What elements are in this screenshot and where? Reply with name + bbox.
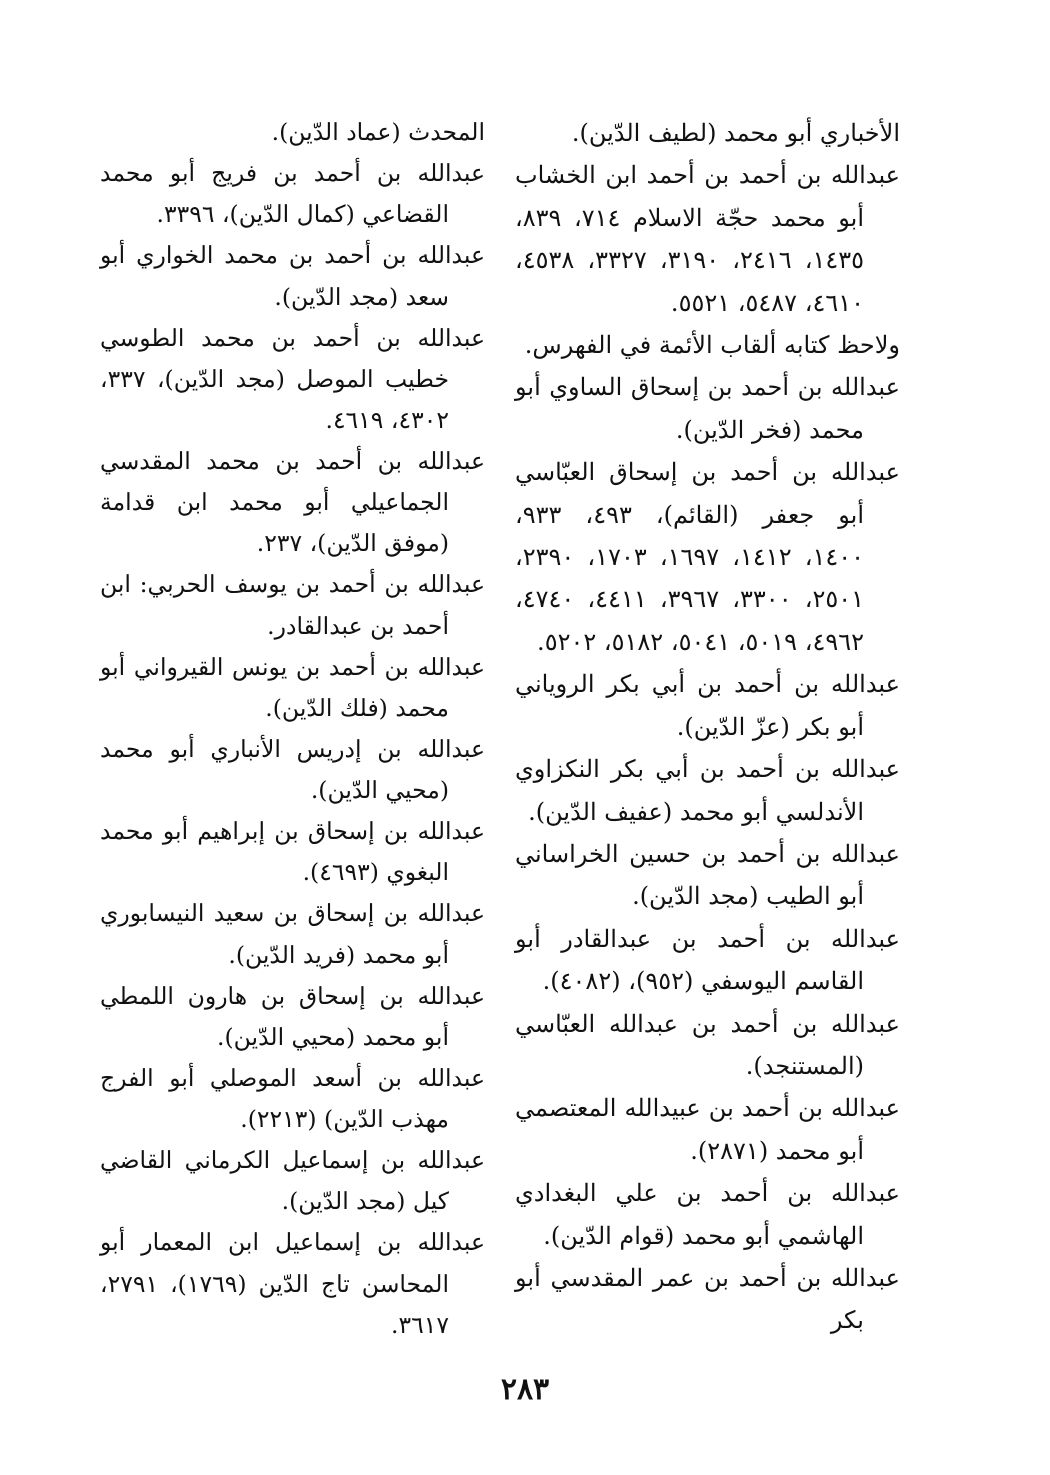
index-entry: عبدالله بن أحمد بن عبيدالله المعتصمي أبو محمد (٢٨٧١). — [515, 1094, 900, 1165]
index-entry: عبدالله بن أحمد بن عمر المقدسي أبو بكر — [515, 1263, 900, 1335]
index-entry: عبدالله بن أحمد بن محمد الخواري أبو سعد (مجد الدّين). — [100, 241, 485, 311]
index-entry: عبدالله بن إسحاق بن سعيد النيسابوري أبو محمد (فريد الدّين). — [100, 899, 485, 969]
index-entry: عبدالله بن أحمد بن إسحاق الساوي أبو محمد (فخر الدّين). — [515, 373, 900, 444]
index-entry: عبدالله بن أحمد بن فريج أبو محمد القضاعي (كمال الدّين)، ٣٣٩٦. — [100, 159, 485, 229]
index-entry: عبدالله بن أحمد بن يونس القيرواني أبو محمد (فلك الدّين). — [100, 652, 485, 722]
index-entry: عبدالله بن إسماعيل الكرماني القاضي كيل (مجد الدّين). — [100, 1146, 485, 1216]
index-entry: عبدالله بن أحمد بن يوسف الحربي: ابن أحمد بن عبدالقادر. — [100, 570, 485, 640]
index-entry: عبدالله بن أسعد الموصلي أبو الفرج مهذب الدّين) (٢٢١٣). — [100, 1063, 485, 1133]
index-entry: عبدالله بن أحمد بن أبي بكر النكزاوي الأندلسي أبو محمد (عفيف الدّين). — [515, 755, 900, 826]
index-entry: عبدالله بن إسحاق بن إبراهيم أبو محمد البغوي (٤٦٩٣). — [100, 817, 485, 887]
index-entry: ولاحظ كتابه ألقاب الأئمة في الفهرس. — [524, 331, 900, 360]
page-number: ٢٨٣ — [500, 1372, 550, 1407]
right-column — [515, 112, 900, 1342]
index-entry: عبدالله بن إسحاق بن هارون اللمطي أبو محمد (محيي الدّين). — [100, 981, 485, 1051]
index-entry: المحدث (عماد الدّين). — [271, 118, 485, 146]
left-column — [100, 112, 485, 1346]
index-entry: عبدالله بن أحمد بن إسحاق العبّاسي أبو جعفر (القائم)، ٤٩٣، ٩٣٣، ١٤٠٠، ١٤١٢، ١٦٩٧، ١٧٠٣، ٢٣٩٠، ٢٥٠١، ٣٣٠٠، ٣٩٦٧، ٤٤١١، ٤٧٤٠، ٤٩٦٢، ٥٠١٩، ٥٠٤١، ٥١٨٢، ٥٢٠٢. — [515, 458, 900, 656]
index-entry: عبدالله بن أحمد بن أحمد ابن الخشاب أبو محمد حجّة الاسلام ٧١٤، ٨٣٩، ١٤٣٥، ٢٤١٦، ٣١٩٠، ٣٣٢٧، ٤٥٣٨، ٤٦١٠، ٥٤٨٧، ٥٥٢١. — [515, 161, 900, 317]
index-entry: عبدالله بن أحمد بن عبدالقادر أبو القاسم اليوسفي (٩٥٢)، (٤٠٨٢). — [515, 924, 900, 996]
index-entry: عبدالله بن إدريس الأنباري أبو محمد (محيي الدّين). — [100, 734, 485, 804]
index-entry: عبدالله بن أحمد بن محمد الطوسي خطيب الموصل (مجد الدّين)، ٣٣٧، ٤٣٠٢، ٤٦١٩. — [100, 323, 485, 434]
index-entry: الأخباري أبو محمد (لطيف الدّين). — [571, 119, 900, 147]
index-entry: عبدالله بن أحمد بن حسين الخراساني أبو الطيب (مجد الدّين). — [515, 839, 900, 911]
index-entry: عبدالله بن إسماعيل ابن المعمار أبو المحاسن تاج الدّين (١٧٦٩)، ٢٧٩١، ٣٦١٧. — [100, 1228, 485, 1339]
index-entry: عبدالله بن أحمد بن علي البغدادي الهاشمي أبو محمد (قوام الدّين). — [515, 1179, 900, 1250]
index-entry: عبدالله بن أحمد بن محمد المقدسي الجماعيلي أبو محمد ابن قدامة (موفق الدّين)، ٢٣٧. — [100, 447, 485, 558]
index-entry: عبدالله بن أحمد بن أبي بكر الرویاني أبو بكر (عزّ الدّين). — [515, 670, 900, 741]
index-entry: عبدالله بن أحمد بن عبدالله العبّاسي (المستنجد). — [515, 1009, 900, 1080]
